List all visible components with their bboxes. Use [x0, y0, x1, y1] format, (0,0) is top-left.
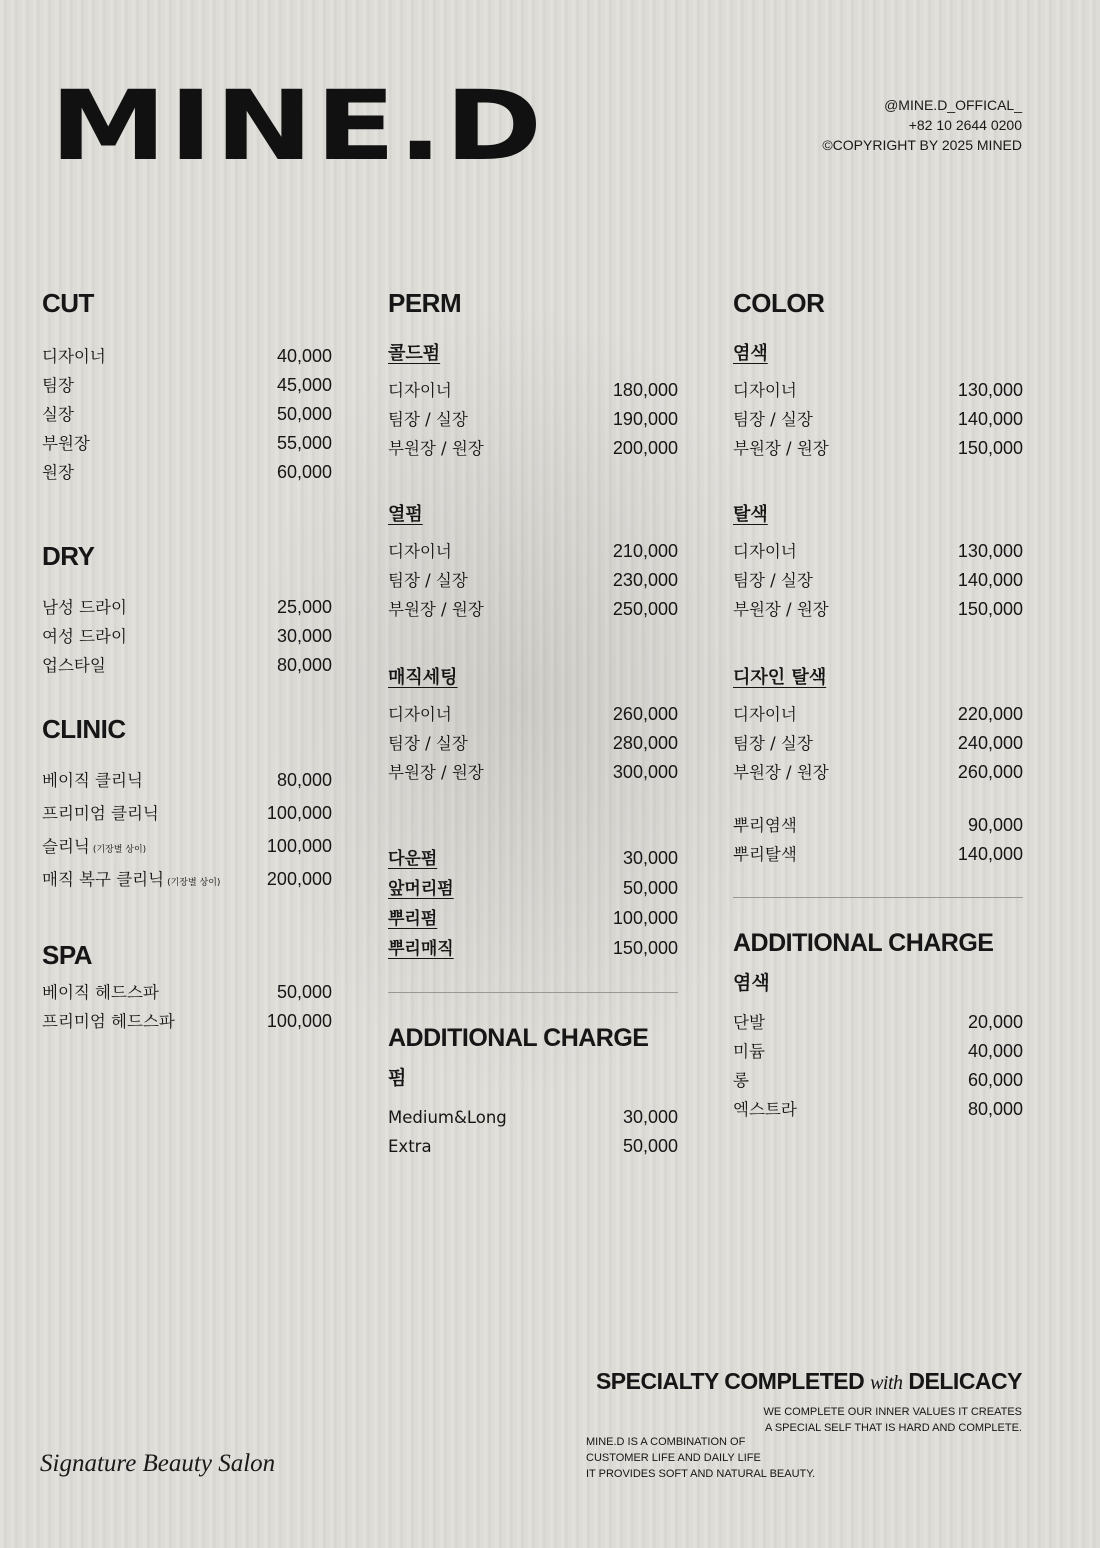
service-name: 디자이너 [733, 705, 797, 724]
service-name: 남성 드라이 [42, 598, 127, 617]
price-row [42, 458, 332, 487]
price-row [733, 1008, 1023, 1037]
service-name: 팀장 / 실장 [388, 571, 468, 590]
service-price: 25,000 [276, 597, 332, 617]
service-price: 250,000 [612, 599, 678, 619]
service-price: 200,000 [612, 438, 678, 458]
service-price: 140,000 [957, 844, 1023, 864]
service-name [42, 832, 146, 865]
contact-info [722, 95, 1022, 155]
service-name: 부원장 / 원장 [388, 600, 484, 619]
service-name: 팀장 / 실장 [733, 734, 813, 753]
tagline-description [763, 1404, 1022, 1436]
section-title-color: COLOR [733, 288, 825, 318]
price-row [42, 342, 332, 371]
service-price: 180,000 [612, 380, 678, 400]
service-price: 240,000 [957, 733, 1023, 753]
service-note: (기장별 상이) [167, 878, 221, 888]
price-row [42, 622, 332, 651]
price-row [42, 766, 332, 799]
section-title-perm: PERM [388, 288, 462, 318]
service-name: 뿌리탈색 [733, 845, 797, 864]
price-row [388, 700, 678, 729]
perm-group-title: 매직세팅 [388, 667, 458, 688]
tagline-with: with [870, 1372, 903, 1394]
service-price: 100,000 [266, 803, 332, 823]
dry-list [42, 593, 332, 680]
service-name: 부원장 / 원장 [388, 439, 484, 458]
service-note: (기장별 상이) [92, 845, 147, 855]
service-name: 부원장 / 원장 [733, 439, 829, 458]
tagline-end: DELICACY [902, 1368, 1022, 1394]
service-price: 100,000 [266, 1011, 332, 1031]
brand-logo: MINE.D [50, 70, 545, 182]
service-name: 단발 [733, 1013, 765, 1032]
service-name: 부원장 / 원장 [733, 763, 829, 782]
service-name: 부원장 [42, 434, 90, 453]
perm-group-title: 열펌 [388, 504, 423, 525]
price-row [733, 537, 1023, 566]
service-name: 미듐 [733, 1042, 765, 1061]
service-name: 앞머리펌 [388, 879, 454, 899]
service-name: 부원장 / 원장 [733, 600, 829, 619]
service-price: 150,000 [957, 438, 1023, 458]
service-name: 팀장 / 실장 [388, 734, 468, 753]
price-row [42, 593, 332, 622]
price-row [42, 400, 332, 429]
price-row [388, 434, 678, 463]
price-row [388, 1132, 678, 1161]
price-row [42, 865, 332, 898]
service-name-text: 슬리닉 [42, 837, 90, 856]
price-row [733, 405, 1023, 434]
perm-extras-list [388, 844, 678, 964]
service-price: 260,000 [612, 704, 678, 724]
service-price: 140,000 [957, 409, 1023, 429]
price-row [42, 429, 332, 458]
service-price: 30,000 [276, 626, 332, 646]
service-price: 130,000 [957, 380, 1023, 400]
service-name [42, 766, 146, 799]
service-name: 디자이너 [388, 542, 452, 561]
price-row [733, 700, 1023, 729]
service-price: 150,000 [957, 599, 1023, 619]
service-name: Medium&Long [388, 1108, 507, 1127]
service-name: 롱 [733, 1071, 749, 1090]
service-price: 80,000 [276, 655, 332, 675]
service-name: 팀장 / 실장 [733, 571, 813, 590]
service-price: 55,000 [276, 433, 332, 453]
description-line: WE COMPLETE OUR INNER VALUES IT CREATES [763, 1406, 1022, 1418]
price-row [388, 537, 678, 566]
description-line: MINE.D IS A COMBINATION OF [586, 1436, 746, 1448]
price-row [388, 934, 678, 964]
service-name: 다운펌 [388, 849, 438, 869]
service-name: 실장 [42, 405, 74, 424]
service-name: 뿌리매직 [388, 939, 454, 959]
price-row [388, 405, 678, 434]
description-line: IT PROVIDES SOFT AND NATURAL BEAUTY. [586, 1468, 816, 1480]
service-name: 팀장 / 실장 [733, 410, 813, 429]
tagline-start: SPECIALTY COMPLETED [595, 1368, 871, 1394]
service-name: 프리미엄 헤드스파 [42, 1012, 175, 1031]
price-row [733, 1066, 1023, 1095]
service-price: 100,000 [266, 836, 332, 856]
service-price: 40,000 [967, 1041, 1023, 1061]
service-price: 90,000 [967, 815, 1023, 835]
column-cut-dry-clinic-spa [42, 288, 332, 1036]
color-group-title: 탈색 [733, 504, 768, 525]
service-name: 디자이너 [388, 381, 452, 400]
column-color [733, 288, 1023, 1124]
service-name: 디자이너 [388, 705, 452, 724]
service-price: 100,000 [612, 908, 678, 928]
price-row [733, 729, 1023, 758]
service-name: 팀장 [42, 376, 74, 395]
service-price: 60,000 [276, 462, 332, 482]
price-row [733, 566, 1023, 595]
price-row [42, 978, 332, 1007]
service-name: Extra [388, 1137, 432, 1156]
color-extras-list [733, 811, 1023, 869]
description-line: CUSTOMER LIFE AND DAILY LIFE [586, 1452, 761, 1464]
price-row [42, 371, 332, 400]
price-row [733, 595, 1023, 624]
copyright: ©COPYRIGHT BY 2025 MINED [822, 137, 1022, 153]
color-group-title: 디자인 탈색 [733, 667, 827, 688]
clinic-list [42, 766, 332, 898]
service-price: 300,000 [612, 762, 678, 782]
color-group-title: 염색 [733, 343, 768, 364]
section-title-cut: CUT [42, 288, 94, 318]
price-row [388, 376, 678, 405]
service-name: 엑스트라 [733, 1100, 797, 1119]
service-price: 230,000 [612, 570, 678, 590]
price-row [388, 1103, 678, 1132]
price-row [388, 904, 678, 934]
cut-list [42, 342, 332, 487]
price-row [42, 832, 332, 865]
price-row [733, 811, 1023, 840]
service-price: 280,000 [612, 733, 678, 753]
section-title-clinic: CLINIC [42, 714, 126, 744]
price-row [42, 1007, 332, 1036]
service-name: 뿌리펌 [388, 909, 438, 929]
tagline [596, 1368, 1022, 1395]
service-name: 업스타일 [42, 656, 106, 675]
color-additional-subtitle: 염색 [733, 972, 770, 994]
price-row [388, 844, 678, 874]
section-title-dry: DRY [42, 541, 95, 571]
service-name: 부원장 / 원장 [388, 763, 484, 782]
perm-group-title: 콜드펌 [388, 343, 441, 364]
description-line: A SPECIAL SELF THAT IS HARD AND COMPLETE. [765, 1422, 1022, 1434]
service-name: 베이직 헤드스파 [42, 983, 159, 1002]
service-price: 130,000 [957, 541, 1023, 561]
price-row [733, 376, 1023, 405]
service-price: 150,000 [612, 938, 678, 958]
service-name-text: 프리미엄 클리닉 [42, 804, 159, 823]
price-row [733, 840, 1023, 869]
service-name: 여성 드라이 [42, 627, 127, 646]
service-price: 80,000 [276, 770, 332, 790]
service-name-text: 베이직 클리닉 [42, 771, 143, 790]
service-name [42, 799, 162, 832]
section-title-spa: SPA [42, 940, 93, 970]
service-price: 210,000 [612, 541, 678, 561]
column-perm [388, 288, 678, 1161]
service-name: 디자이너 [42, 347, 106, 366]
color-additional-charge-title: ADDITIONAL CHARGE [733, 929, 994, 957]
price-row [733, 434, 1023, 463]
price-row [733, 758, 1023, 787]
price-row [388, 566, 678, 595]
price-row [42, 651, 332, 680]
price-row [388, 729, 678, 758]
price-row [388, 758, 678, 787]
service-name: 디자이너 [733, 542, 797, 561]
service-price: 30,000 [622, 1107, 678, 1127]
spa-list [42, 978, 332, 1036]
service-price: 260,000 [957, 762, 1023, 782]
perm-additional-subtitle: 펌 [388, 1067, 407, 1089]
service-name: 뿌리염색 [733, 816, 797, 835]
service-name: 원장 [42, 463, 74, 482]
service-price: 50,000 [622, 1136, 678, 1156]
service-price: 60,000 [967, 1070, 1023, 1090]
price-row [388, 595, 678, 624]
instagram-handle[interactable]: @MINE.D_OFFICAL_ [884, 97, 1022, 113]
service-price: 200,000 [266, 869, 332, 889]
service-price: 220,000 [957, 704, 1023, 724]
price-row [388, 874, 678, 904]
service-name [42, 865, 220, 898]
service-price: 20,000 [967, 1012, 1023, 1032]
service-name: 디자이너 [733, 381, 797, 400]
signature-text: Signature Beauty Salon [40, 1450, 276, 1477]
service-price: 45,000 [276, 375, 332, 395]
service-price: 50,000 [276, 404, 332, 424]
price-row [42, 799, 332, 832]
service-price: 50,000 [276, 982, 332, 1002]
service-price: 40,000 [276, 346, 332, 366]
perm-additional-charge-title: ADDITIONAL CHARGE [388, 1024, 649, 1052]
service-price: 80,000 [967, 1099, 1023, 1119]
phone-number[interactable]: +82 10 2644 0200 [908, 117, 1022, 133]
service-name-text: 매직 복구 클리닉 [42, 870, 165, 889]
service-price: 140,000 [957, 570, 1023, 590]
price-row [733, 1037, 1023, 1066]
service-price: 30,000 [622, 848, 678, 868]
service-price: 190,000 [612, 409, 678, 429]
brand-description [586, 1434, 815, 1482]
service-name: 팀장 / 실장 [388, 410, 468, 429]
service-price: 50,000 [622, 878, 678, 898]
price-row [733, 1095, 1023, 1124]
